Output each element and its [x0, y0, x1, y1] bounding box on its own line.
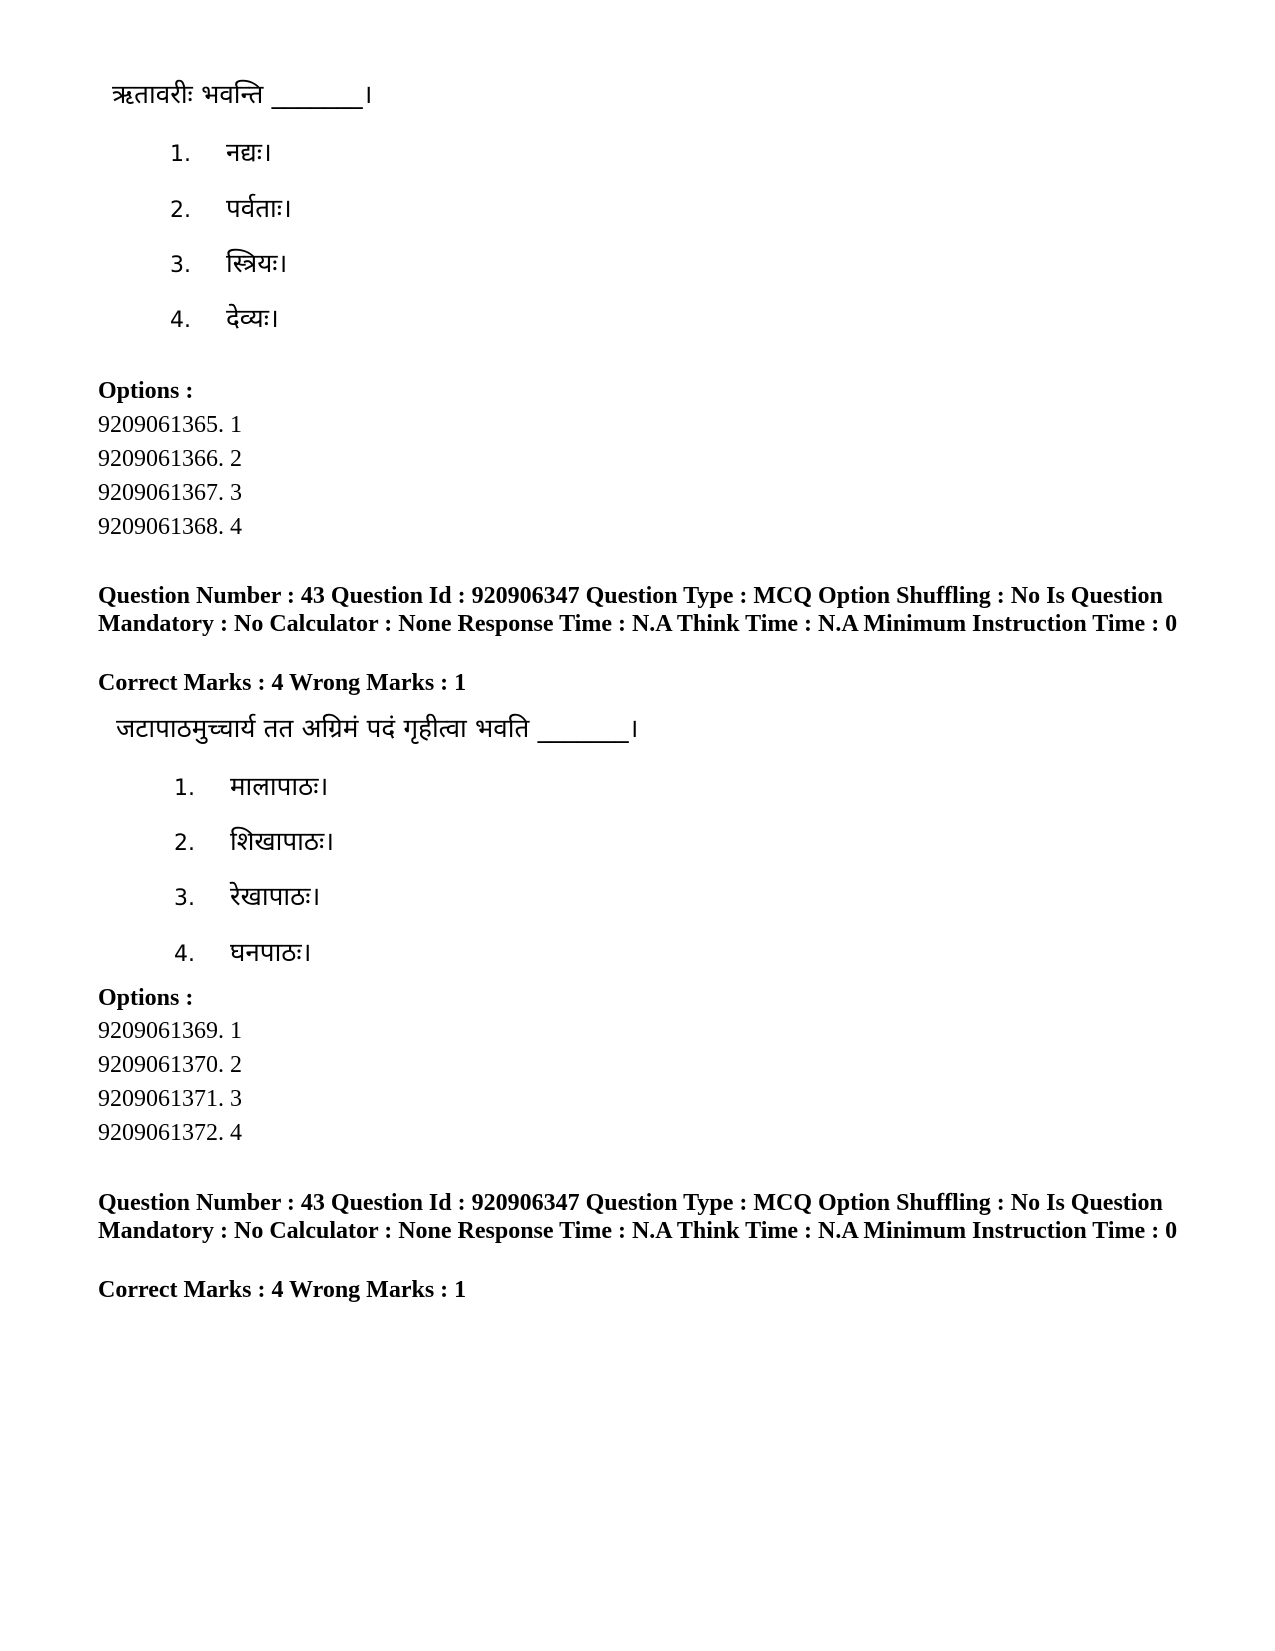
answer-choice [174, 940, 312, 966]
choice-number: 4. [174, 942, 195, 967]
option-item: 9209061368. 4 [98, 514, 242, 540]
choice-number: 4. [170, 308, 191, 333]
option-item: 9209061372. 4 [98, 1120, 242, 1146]
question-meta: Question Number : 43 Question Id : 920906347 Question Type : MCQ Option Shuffling : No Is Question Mandatory : No Calculator : None Response Time : N.A Think Time : N.A Minimum Instruction Time : 0 [98, 583, 1178, 637]
choice-number: 2. [174, 831, 195, 856]
option-item: 9209061365. 1 [98, 412, 242, 438]
option-item: 9209061366. 2 [98, 446, 242, 472]
choice-number: 2. [170, 198, 191, 223]
choice-text: शिखापाठः। [230, 827, 335, 857]
question-stem: जटापाठमुच्चार्य तत अग्रिमं पदं गृहीत्वा भवति _______। [116, 714, 639, 744]
option-item: 9209061370. 2 [98, 1052, 242, 1078]
choice-number: 1. [174, 776, 195, 801]
option-item: 9209061369. 1 [98, 1018, 242, 1044]
option-item: 9209061371. 3 [98, 1086, 242, 1112]
choice-text: मालापाठः। [230, 772, 329, 802]
choice-text: पर्वताः। [226, 194, 292, 224]
answer-choice [170, 251, 287, 277]
answer-choice [174, 829, 334, 855]
question-meta: Question Number : 43 Question Id : 920906347 Question Type : MCQ Option Shuffling : No Is Question Mandatory : No Calculator : None Response Time : N.A Think Time : N.A Minimum Instruction Time : 0 [98, 1190, 1178, 1244]
options-heading: Options : [98, 378, 194, 404]
option-item: 9209061367. 3 [98, 480, 242, 506]
options-heading: Options : [98, 985, 194, 1011]
choice-text: देव्यः। [226, 304, 279, 334]
choice-text: स्त्रियः। [226, 249, 288, 279]
question-marks: Correct Marks : 4 Wrong Marks : 1 [98, 1277, 467, 1303]
options-list [98, 408, 242, 544]
choice-number: 3. [170, 253, 191, 278]
answer-choice [174, 774, 328, 800]
answer-choice [170, 140, 272, 166]
question-stem: ऋतावरीः भवन्ति _______। [112, 80, 373, 110]
answer-choice [170, 196, 292, 222]
answer-choice [174, 884, 320, 910]
question-marks: Correct Marks : 4 Wrong Marks : 1 [98, 670, 467, 696]
choice-text: नद्यः। [226, 138, 272, 168]
choice-number: 1. [170, 142, 191, 167]
choice-number: 3. [174, 886, 195, 911]
choice-text: घनपाठः। [230, 938, 312, 968]
choice-text: रेखापाठः। [230, 882, 321, 912]
answer-choice [170, 306, 279, 332]
options-list [98, 1014, 242, 1150]
